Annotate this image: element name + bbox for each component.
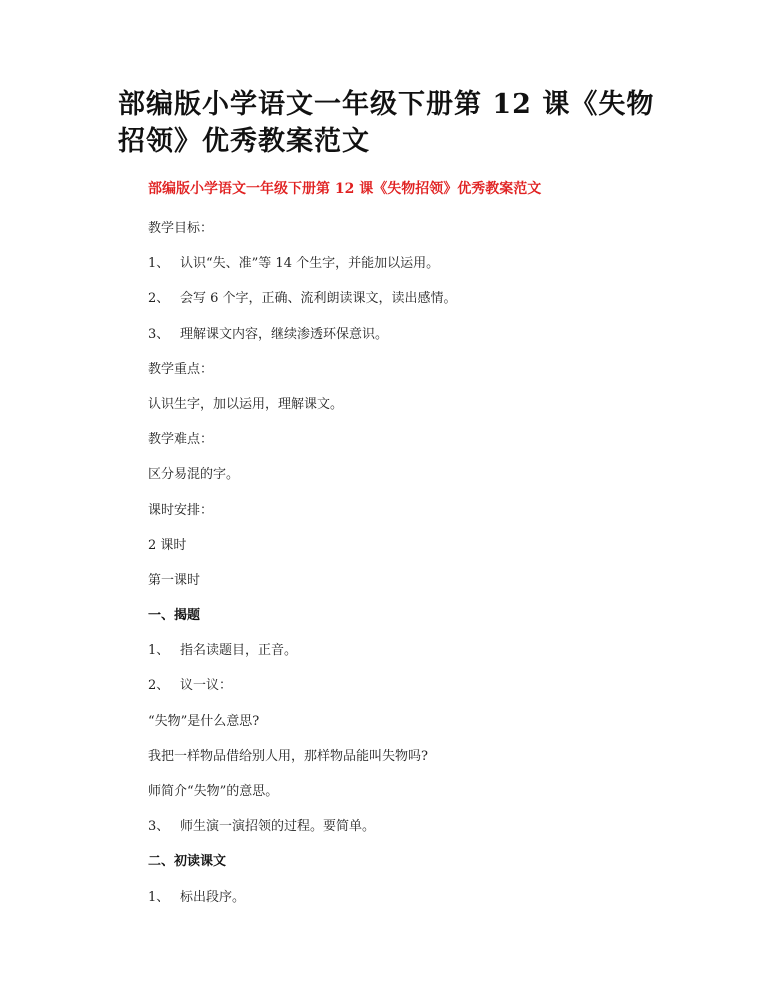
red-subheading: 部编版小学语文一年级下册第 12 课《失物招领》优秀教案范文 (148, 181, 542, 197)
line-text: 标出段序。 (180, 889, 246, 905)
paragraph-line (148, 704, 668, 739)
line-text: 教学难点： (148, 432, 214, 448)
paragraph-line (148, 281, 668, 316)
item-number: 1、 (148, 643, 170, 659)
paragraph-line (148, 668, 668, 703)
paragraph-line (148, 528, 668, 563)
paragraph-line (148, 809, 668, 844)
item-number: 1、 (148, 256, 170, 272)
document-body (148, 211, 668, 915)
line-text: 认识生字，加以运用，理解课文。 (148, 396, 344, 412)
line-text: 师生演一演招领的过程。要简单。 (180, 819, 376, 835)
line-text: 我把一样物品借给别人用，那样物品能叫失物吗? (148, 748, 428, 764)
line-text: 指名读题目，正音。 (180, 643, 298, 659)
item-number: 3、 (148, 326, 170, 342)
paragraph-line (148, 774, 668, 809)
line-text: 课时安排： (148, 502, 214, 518)
section-heading (148, 844, 668, 879)
line-text: “失物”是什么意思? (148, 713, 260, 729)
line-text: 认识“失、准”等 14 个生字，并能加以运用。 (180, 256, 440, 272)
line-text: 议一议： (180, 678, 233, 694)
line-text: 第一课时 (148, 572, 201, 588)
line-text: 教学目标： (148, 221, 214, 236)
paragraph-line (148, 880, 668, 915)
paragraph-line (148, 457, 668, 492)
line-text: 2 课时 (148, 537, 187, 553)
line-text: 教学重点： (148, 361, 214, 377)
paragraph-line (148, 633, 668, 668)
paragraph-line (148, 211, 668, 246)
item-number: 2、 (148, 291, 170, 307)
line-text: 会写 6 个字，正确、流利朗读课文，读出感情。 (180, 291, 457, 307)
item-number: 2、 (148, 678, 170, 694)
paragraph-line (148, 422, 668, 457)
document-title: 部编版小学语文一年级下册第 12 课《失物招领》优秀教案范文 (118, 89, 655, 157)
line-text: 二、初读课文 (148, 854, 227, 870)
paragraph-line (148, 387, 668, 422)
paragraph-line (148, 563, 668, 598)
paragraph-line (148, 739, 668, 774)
line-text: 一、揭题 (148, 608, 201, 624)
paragraph-line (148, 317, 668, 352)
paragraph-line (148, 246, 668, 281)
item-number: 3、 (148, 819, 170, 835)
item-number: 1、 (148, 889, 170, 905)
paragraph-line (148, 493, 668, 528)
line-text: 理解课文内容，继续渗透环保意识。 (180, 326, 389, 342)
line-text: 区分易混的字。 (148, 467, 240, 483)
section-heading (148, 598, 668, 633)
line-text: 师简介“失物”的意思。 (148, 784, 279, 799)
paragraph-line (148, 352, 668, 387)
